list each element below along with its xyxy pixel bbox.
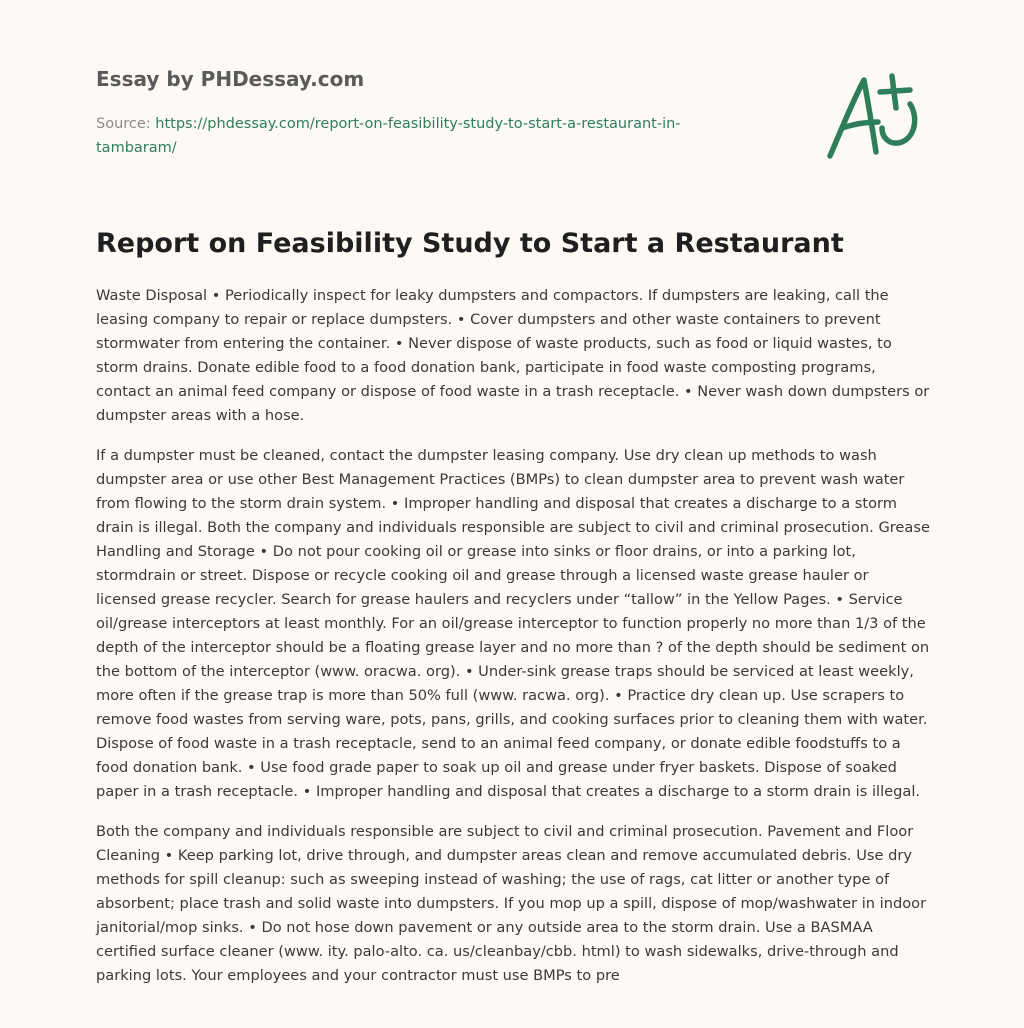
brand-title: Essay by PHDessay.com	[96, 67, 365, 91]
source-link[interactable]: https://phdessay.com/report-on-feasibility-study-to-start-a-restaurant-in-tambaram/	[96, 116, 681, 156]
source-label: Source:	[96, 116, 156, 132]
paragraph: Waste Disposal • Periodically inspect for leaky dumpsters and compactors. If dumpsters are leaking, call the leasing company to repair or replace dumpsters. • Cover dumpsters and other waste containers to prevent stormwater from entering the container. • Never dispose of waste products, such as food or liquid wastes, to storm drains. Donate edible food to a food donation bank, participate in food waste composting programs, contact an animal feed company or dispose of food waste in a trash receptacle. • Never wash down dumpsters or dumpster areas with a hose.	[96, 287, 930, 424]
a-plus-logo-icon	[820, 68, 930, 164]
essay-body	[96, 284, 932, 1004]
essay-title: Report on Feasibility Study to Start a Restaurant	[96, 228, 844, 259]
paragraph: If a dumpster must be cleaned, contact the dumpster leasing company. Use dry clean up methods to wash dumpster area or use other Best Management Practices (BMPs) to clean dumpster area to prevent wash water from flowing to the storm drain system. • Improper handling and disposal that creates a discharge to a storm drain is illegal. Both the company and individuals responsible are subject to civil and criminal prosecution. Grease Handling and Storage • Do not pour cooking oil or grease into sinks or floor drains, or into a parking lot, stormdrain or street. Dispose or recycle cooking oil and grease through a licensed waste grease hauler or licensed grease recycler. Search for grease haulers and recyclers under “tallow” in the Yellow Pages. • Service oil/grease interceptors at least monthly. For an oil/grease interceptor to function properly no more than 1/3 of the depth of the interceptor should be a floating grease layer and no more than ? of the depth should be sediment on the bottom of the interceptor (www. oracwa. org). • Under-sink grease traps should be serviced at least weekly, more often if the grease trap is more than 50% full (www. racwa. org). • Practice dry clean up. Use scrapers to remove food wastes from serving ware, pots, pans, grills, and cooking surfaces prior to cleaning them with water. Dispose of food waste in a trash receptacle, send to an animal feed company, or donate edible foodstuffs to a food donation bank. • Use food grade paper to soak up oil and grease under fryer baskets. Dispose of soaked paper in a trash receptacle. • Improper handling and disposal that creates a discharge to a storm drain is illegal.	[96, 447, 930, 800]
essay-header	[96, 66, 736, 160]
paragraph: Both the company and individuals responsible are subject to civil and criminal prosecution. Pavement and Floor Cleaning • Keep parking lot, drive through, and dumpster areas clean and remove accumulated debris. Use dry methods for spill cleanup: such as sweeping instead of washing; the use of rags, cat litter or another type of absorbent; place trash and solid waste into dumpsters. If you mop up a spill, dispose of mop/washwater in indoor janitorial/mop sinks. • Do not hose down pavement or any outside area to the storm drain. Use a BASMAA certified surface cleaner (www. ity. palo-alto. ca. us/cleanbay/cbb. html) to wash sidewalks, drive-through and parking lots. Your employees and your contractor must use BMPs to pre	[96, 823, 927, 984]
source-line	[96, 112, 736, 160]
